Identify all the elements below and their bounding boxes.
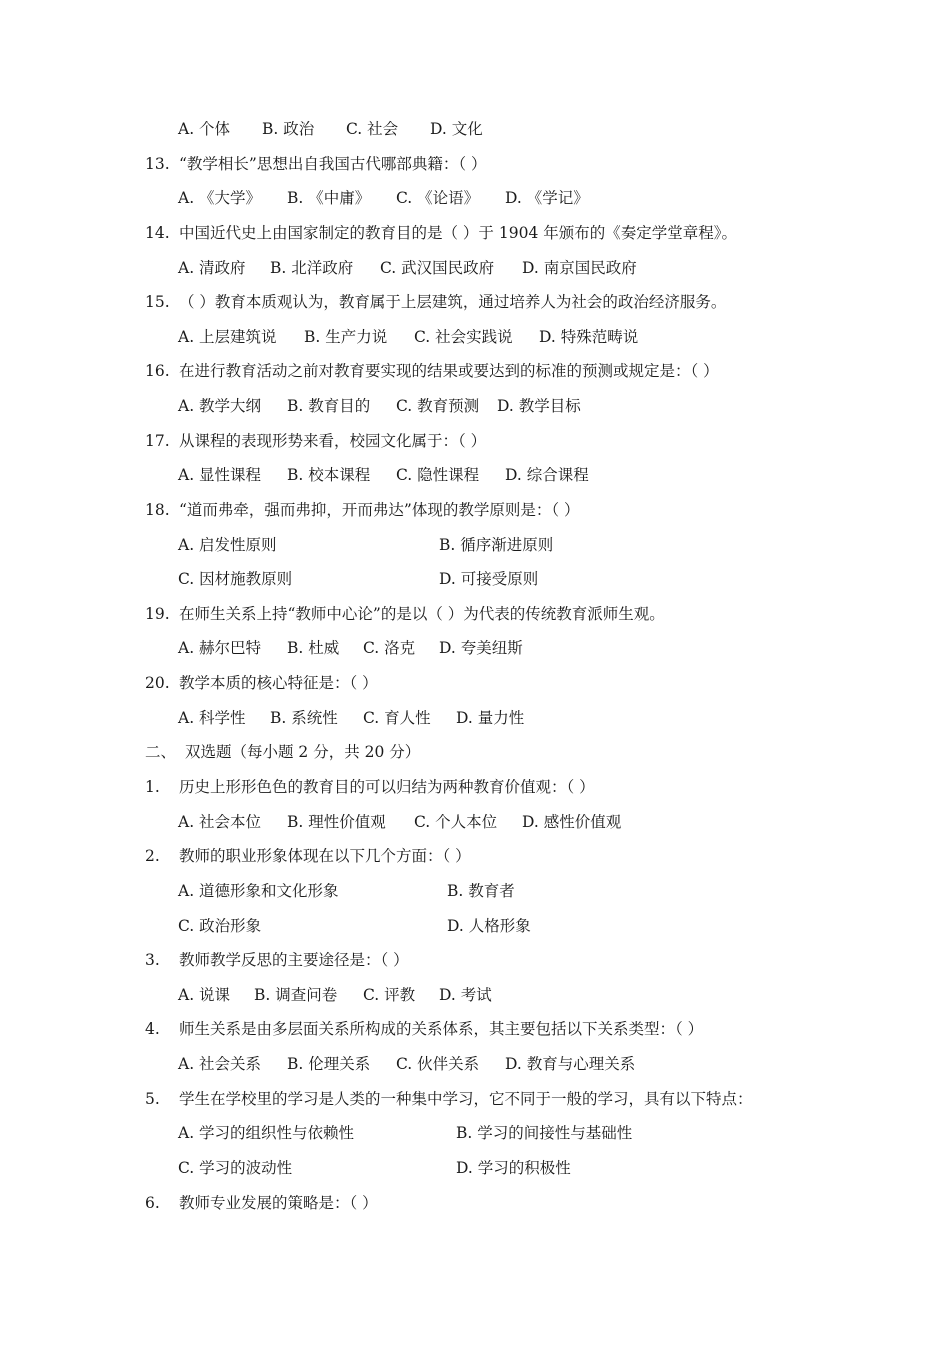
option-a: A. 个体: [178, 120, 231, 138]
question-text: 在进行教育活动之前对教育要实现的结果或要达到的标准的预测或规定是：（ ）: [179, 362, 719, 380]
option-a: A. 科学性: [178, 709, 246, 727]
question-number: 1.: [145, 778, 160, 796]
question-text: “教学相长”思想出自我国古代哪部典籍：（ ）: [179, 155, 487, 173]
option-c: C. 教育预测: [396, 397, 480, 415]
option-b: B. 杜威: [287, 639, 340, 657]
option-b: B. 《中庸》: [287, 189, 371, 207]
question-number: 6.: [145, 1194, 160, 1212]
option-b: B. 学习的间接性与基础性: [456, 1124, 633, 1142]
option-b: B. 理性价值观: [287, 813, 386, 831]
option-c: C. 洛克: [363, 639, 416, 657]
option-d: D. 教育与心理关系: [505, 1055, 636, 1073]
option-d: D. 综合课程: [505, 466, 589, 484]
option-a: A. 上层建筑说: [178, 328, 277, 346]
option-b: B. 伦理关系: [287, 1055, 371, 1073]
option-b: B. 校本课程: [287, 466, 371, 484]
section-title: 双选题（每小题 2 分，共 20 分）: [185, 743, 421, 761]
option-a: A. 启发性原则: [178, 536, 277, 554]
option-d: D. 文化: [430, 120, 483, 138]
question-number: 19.: [145, 605, 170, 623]
option-a: A. 《大学》: [178, 189, 262, 207]
question-number: 2.: [145, 847, 160, 865]
option-d: D. 学习的积极性: [456, 1159, 571, 1177]
question-text: 中国近代史上由国家制定的教育目的是（ ）于 1904 年颁布的《奏定学堂章程》。: [179, 224, 737, 242]
question-text: 教师的职业形象体现在以下几个方面：（ ）: [179, 847, 471, 865]
option-b: B. 生产力说: [304, 328, 388, 346]
option-c: C. 隐性课程: [396, 466, 480, 484]
option-b: B. 教育目的: [287, 397, 371, 415]
question-number: 15.: [145, 293, 170, 311]
option-a: A. 赫尔巴特: [178, 639, 262, 657]
question-text: 教师教学反思的主要途径是：（ ）: [179, 951, 409, 969]
option-a: A. 道德形象和文化形象: [178, 882, 339, 900]
option-a: A. 学习的组织性与依赖性: [178, 1124, 355, 1142]
option-c: C. 社会实践说: [414, 328, 513, 346]
option-c: C. 社会: [346, 120, 399, 138]
option-d: D. 夸美纽斯: [439, 639, 523, 657]
option-c: C. 育人性: [363, 709, 431, 727]
question-number: 14.: [145, 224, 170, 242]
option-c: C. 武汉国民政府: [380, 259, 495, 277]
option-b: B. 教育者: [447, 882, 515, 900]
option-d: D. 《学记》: [505, 189, 589, 207]
option-d: D. 特殊范畴说: [539, 328, 639, 346]
question-number: 20.: [145, 674, 170, 692]
option-d: D. 教学目标: [497, 397, 581, 415]
option-d: D. 感性价值观: [522, 813, 622, 831]
option-b: B. 循序渐进原则: [439, 536, 554, 554]
option-b: B. 政治: [262, 120, 315, 138]
option-d: D. 人格形象: [447, 917, 531, 935]
question-text: 教学本质的核心特征是：（ ）: [179, 674, 378, 692]
option-b: B. 调查问卷: [254, 986, 338, 1004]
option-a: A. 教学大纲: [178, 397, 262, 415]
option-a: A. 社会关系: [178, 1055, 262, 1073]
question-number: 4.: [145, 1020, 160, 1038]
option-a: A. 社会本位: [178, 813, 262, 831]
option-d: D. 量力性: [456, 709, 525, 727]
question-text: 学生在学校里的学习是人类的一种集中学习，它不同于一般的学习，具有以下特点：: [179, 1090, 753, 1108]
question-number: 18.: [145, 501, 170, 519]
option-a: A. 说课: [178, 986, 231, 1004]
question-number: 16.: [145, 362, 170, 380]
option-c: C. 因材施教原则: [178, 570, 293, 588]
option-c: C. 个人本位: [414, 813, 498, 831]
option-c: C. 政治形象: [178, 917, 262, 935]
option-d: D. 可接受原则: [439, 570, 539, 588]
question-number: 3.: [145, 951, 160, 969]
question-text: 从课程的表现形势来看，校园文化属于：（ ）: [179, 432, 487, 450]
question-number: 17.: [145, 432, 170, 450]
option-b: B. 系统性: [270, 709, 338, 727]
question-text: 历史上形形色色的教育目的可以归结为两种教育价值观：（ ）: [179, 778, 595, 796]
option-c: C. 评教: [363, 986, 416, 1004]
option-a: A. 清政府: [178, 259, 246, 277]
option-c: C. 学习的波动性: [178, 1159, 293, 1177]
question-text: “道而弗牵，强而弗抑，开而弗达”体现的教学原则是：（ ）: [179, 501, 580, 519]
question-number: 13.: [145, 155, 170, 173]
section-label: 二、: [145, 743, 177, 761]
question-text: 在师生关系上持“教师中心论”的是以（ ）为代表的传统教育派师生观。: [179, 605, 665, 623]
question-text: 教师专业发展的策略是：（ ）: [179, 1194, 378, 1212]
option-d: D. 考试: [439, 986, 492, 1004]
question-text: （ ）教育本质观认为，教育属于上层建筑，通过培养人为社会的政治经济服务。: [179, 293, 727, 311]
option-b: B. 北洋政府: [270, 259, 354, 277]
question-number: 5.: [145, 1090, 160, 1108]
option-c: C. 《论语》: [396, 189, 480, 207]
option-d: D. 南京国民政府: [522, 259, 637, 277]
option-c: C. 伙伴关系: [396, 1055, 480, 1073]
option-a: A. 显性课程: [178, 466, 262, 484]
question-text: 师生关系是由多层面关系所构成的关系体系，其主要包括以下关系类型：（ ）: [179, 1020, 704, 1038]
